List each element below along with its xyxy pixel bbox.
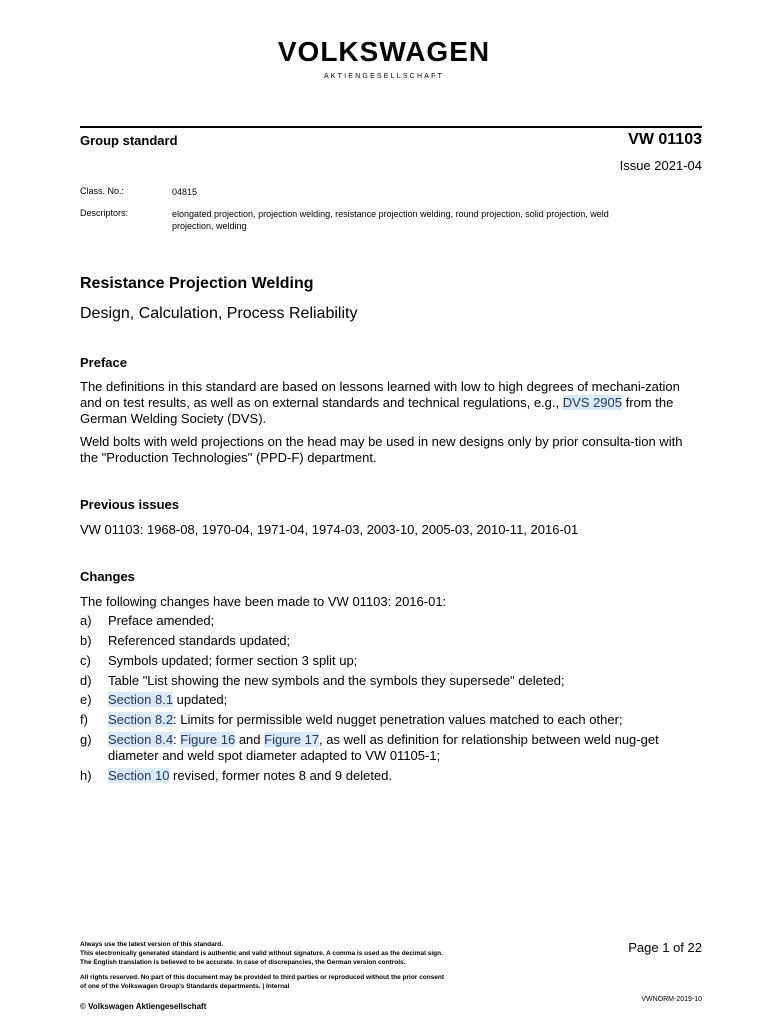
preface-paragraph-1: The definitions in this standard are based on lessons learned with low to high degrees of mechani-zation and on test results, as well as on external standards and technical regulations, e.g., DVS 2905 from the German Welding Society (DVS). <box>80 379 680 426</box>
changes-intro: The following changes have been made to VW 01103: 2016-01: <box>80 594 447 609</box>
document-number: VW 01103 <box>628 131 702 148</box>
previous-issues-text: VW 01103: 1968-08, 1970-04, 1971-04, 1974-03, 2003-10, 2005-03, 2010-11, 2016-01 <box>80 522 579 537</box>
preface-body <box>80 379 702 466</box>
preface-heading: Preface <box>80 355 127 370</box>
footer-note: Always use the latest version of this standard. <box>80 941 224 948</box>
company-logo-subtitle: AKTIENGESELLSCHAFT <box>323 73 445 80</box>
section-10-link[interactable]: Section 10 <box>108 768 170 783</box>
document-type: Group standard <box>80 133 178 148</box>
changes-heading: Changes <box>80 569 135 584</box>
page-number: Page 1 of 22 <box>628 940 702 955</box>
footer-copyright: © Volkswagen Aktiengesellschaft <box>80 1002 207 1011</box>
section-8-1-link[interactable]: Section 8.1 <box>108 692 174 707</box>
footer-note: of one of the Volkswagen Group's Standards departments. | Internal <box>80 983 290 990</box>
figure-16-link[interactable]: Figure 16 <box>180 732 236 747</box>
class-number-value: 04815 <box>172 187 198 197</box>
footer-notes <box>80 940 550 991</box>
document-subtitle: Design, Calculation, Process Reliability <box>80 305 358 322</box>
form-id: VWNORM-2019-10 <box>641 996 702 1003</box>
descriptors-value: elongated projection, projection welding, resistance projection welding, round projection, solid projection, weld projection, welding <box>172 209 609 231</box>
document-issue: Issue 2021-04 <box>619 158 702 173</box>
footer-note: This electronically generated standard is authentic and valid without signature. A comma is used as the decimal sign. <box>80 950 443 957</box>
document-title: Resistance Projection Welding <box>80 275 314 292</box>
header-divider <box>80 126 702 128</box>
descriptors-label: Descriptors: <box>80 208 129 218</box>
footer-note: The English translation is believed to be accurate. In case of discrepancies, the German version controls. <box>80 959 406 966</box>
preface-paragraph-2: Weld bolts with weld projections on the head may be used in new designs only by prior consulta-tion with the "Production Technologies" (PPD-F) department. <box>80 434 683 465</box>
section-8-4-link[interactable]: Section 8.4 <box>108 732 174 747</box>
figure-17-link[interactable]: Figure 17 <box>264 732 320 747</box>
footer-note: All rights reserved. No part of this document may be provided to third parties or reproduced without the prior consent <box>80 974 445 981</box>
class-number-label: Class. No.: <box>80 186 125 196</box>
previous-issues-heading: Previous issues <box>80 497 179 512</box>
dvs-2905-link[interactable]: DVS 2905 <box>562 395 622 410</box>
company-logo: VOLKSWAGEN <box>277 36 491 67</box>
section-8-2-link[interactable]: Section 8.2 <box>108 712 174 727</box>
